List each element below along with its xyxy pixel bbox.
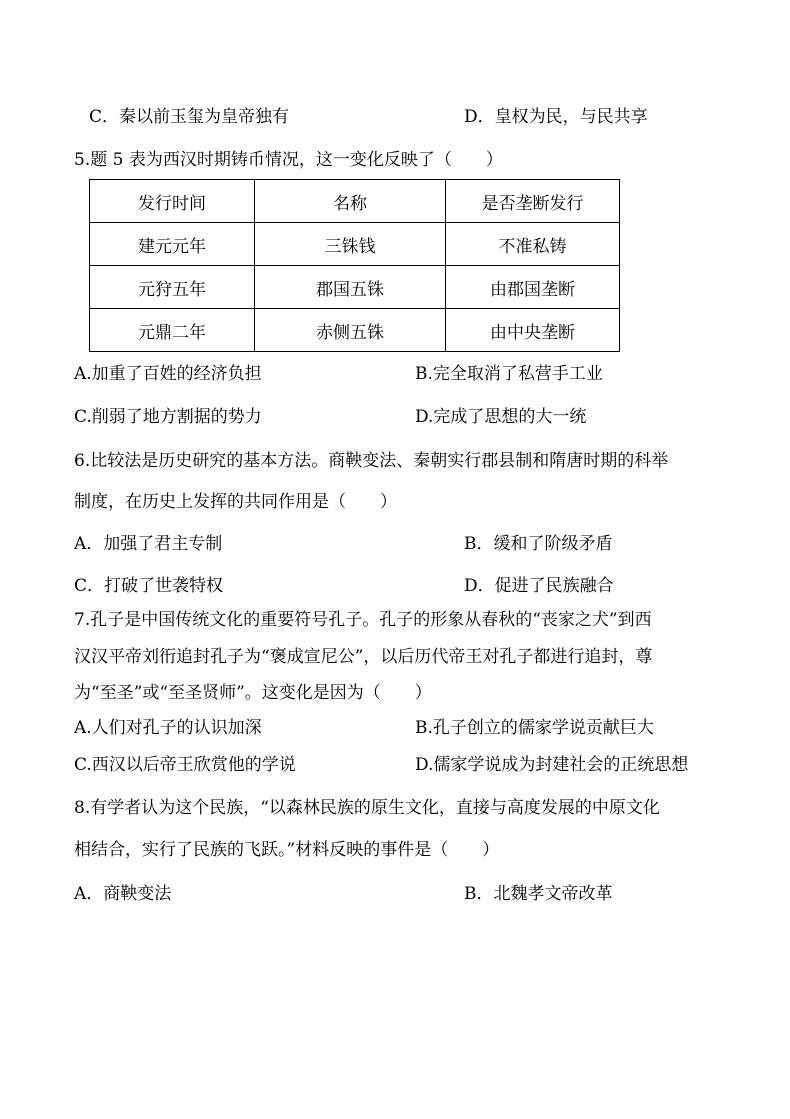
- q7-stem-line1: 7.孔子是中国传统文化的重要符号孔子。孔子的形象从春秋的“丧家之犬”到西: [74, 610, 652, 630]
- q7-option-a: A.人们对孔子的认识加深: [74, 718, 262, 738]
- q7-option-d: D.儒家学说成为封建社会的正统思想: [415, 755, 689, 775]
- table-cell: 元鼎二年: [90, 309, 255, 352]
- table-row: [90, 266, 620, 309]
- table-header-cell: 是否垄断发行: [446, 180, 620, 223]
- coin-table: [89, 179, 620, 352]
- table-cell: 三铢钱: [255, 223, 446, 266]
- table-cell: 不准私铸: [446, 223, 620, 266]
- q8-stem-line1: 8.有学者认为这个民族，“以森林民族的原生文化，直接与高度发展的中原文化: [74, 798, 660, 818]
- q5-option-b: B.完全取消了私营手工业: [415, 364, 603, 384]
- table-cell: 由中央垄断: [446, 309, 620, 352]
- table-header-cell: 发行时间: [90, 180, 255, 223]
- q7-option-b: B.孔子创立的儒家学说贡献巨大: [415, 718, 654, 738]
- q8-option-a: A．商鞅变法: [74, 884, 172, 904]
- table-cell: 郡国五铢: [255, 266, 446, 309]
- q6-option-c: C．打破了世袭特权: [74, 576, 224, 596]
- q7-option-c: C.西汉以后帝王欣赏他的学说: [74, 755, 296, 775]
- q6-option-d: D．促进了民族融合: [464, 576, 614, 596]
- q7-stem-line3: 为“至圣”或“至圣贤师”。这变化是因为（ ）: [74, 683, 432, 703]
- table-cell: 建元元年: [90, 223, 255, 266]
- q5-option-c: C.削弱了地方割据的势力: [74, 407, 262, 427]
- q5-option-a: A.加重了百姓的经济负担: [74, 364, 262, 384]
- table-cell: 赤侧五铢: [255, 309, 446, 352]
- q6-option-b: B．缓和了阶级矛盾: [464, 534, 613, 554]
- q8-stem-line2: 相结合，实行了民族的飞跃。”材料反映的事件是（ ）: [74, 840, 500, 860]
- q4-option-c: C．秦以前玉玺为皇帝独有: [89, 107, 290, 127]
- q5-option-d: D.完成了思想的大一统: [415, 407, 587, 427]
- table-header-cell: 名称: [255, 180, 446, 223]
- q5-stem: 5.题 5 表为西汉时期铸币情况，这一变化反映了（ ）: [74, 150, 503, 170]
- q6-option-a: A．加强了君主专制: [74, 534, 223, 554]
- table-header-row: [90, 180, 620, 223]
- q6-stem-line1: 6.比较法是历史研究的基本方法。商鞅变法、秦朝实行郡县制和隋唐时期的科举: [74, 451, 669, 471]
- q8-option-b: B．北魏孝文帝改革: [464, 884, 613, 904]
- table-row: [90, 223, 620, 266]
- table-cell: 元狩五年: [90, 266, 255, 309]
- q7-stem-line2: 汉汉平帝刘衎追封孔子为“褒成宣尼公”，以后历代帝王对孔子都进行追封，尊: [74, 647, 653, 667]
- table-row: [90, 309, 620, 352]
- q4-option-d: D．皇权为民，与民共享: [464, 107, 648, 127]
- table-cell: 由郡国垄断: [446, 266, 620, 309]
- q6-stem-line2: 制度，在历史上发挥的共同作用是（ ）: [74, 492, 397, 512]
